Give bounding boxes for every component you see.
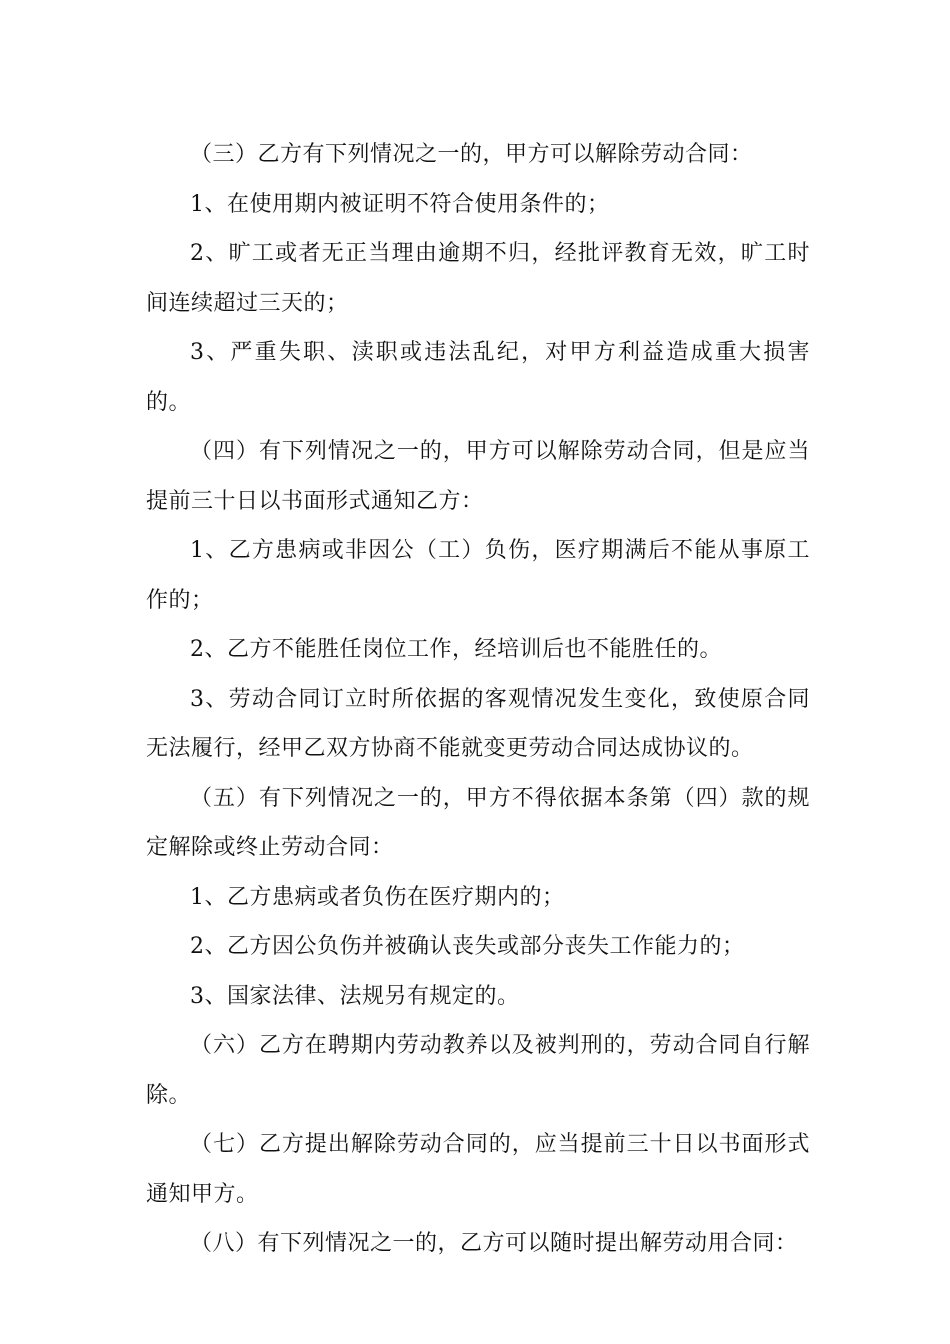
paragraph-clause-5-item-3: 3、国家法律、法规另有规定的。 <box>190 983 520 1009</box>
paragraph-clause-7: （七）乙方提出解除劳动合同的，应当提前三十日以书面形式通知甲方。 <box>146 1132 810 1207</box>
paragraph-clause-5-item-2: 2、乙方因公负伤并被确认丧失或部分丧失工作能力的； <box>190 934 745 959</box>
paragraph-clause-5-item-1: 1、乙方患病或者负伤在医疗期内的； <box>190 884 565 910</box>
paragraph-clause-8: （八）有下列情况之一的，乙方可以随时提出解劳动用合同： <box>190 1231 798 1256</box>
paragraph-clause-4-item-3: 3、劳动合同订立时所依据的客观情况发生变化，致使原合同无法履行，经甲乙双方协商不能就变更劳动合同达成协议的。 <box>146 686 810 761</box>
paragraph-clause-4: （四）有下列情况之一的，甲方可以解除劳动合同，但是应当提前三十日以书面形式通知乙方： <box>146 439 810 514</box>
paragraph-clause-5: （五）有下列情况之一的，甲方不得依据本条第（四）款的规定解除或终止劳动合同： <box>146 785 810 860</box>
paragraph-clause-3-item-1: 1、在使用期内被证明不符合使用条件的； <box>190 191 610 217</box>
paragraph-clause-4-item-2: 2、乙方不能胜任岗位工作，经培训后也不能胜任的。 <box>190 637 722 662</box>
document-body <box>146 130 810 1269</box>
paragraph-clause-3: （三）乙方有下列情况之一的，甲方可以解除劳动合同： <box>190 142 753 167</box>
paragraph-clause-4-item-1: 1、乙方患病或非因公（工）负伤，医疗期满后不能从事原工作的； <box>146 538 810 613</box>
paragraph-clause-3-item-2: 2、旷工或者无正当理由逾期不归，经批评教育无效，旷工时间连续超过三天的； <box>146 241 810 316</box>
paragraph-clause-6: （六）乙方在聘期内劳动教养以及被判刑的，劳动合同自行解除。 <box>146 1033 810 1108</box>
paragraph-clause-3-item-3: 3、严重失职、渎职或违法乱纪，对甲方利益造成重大损害的。 <box>146 340 810 415</box>
